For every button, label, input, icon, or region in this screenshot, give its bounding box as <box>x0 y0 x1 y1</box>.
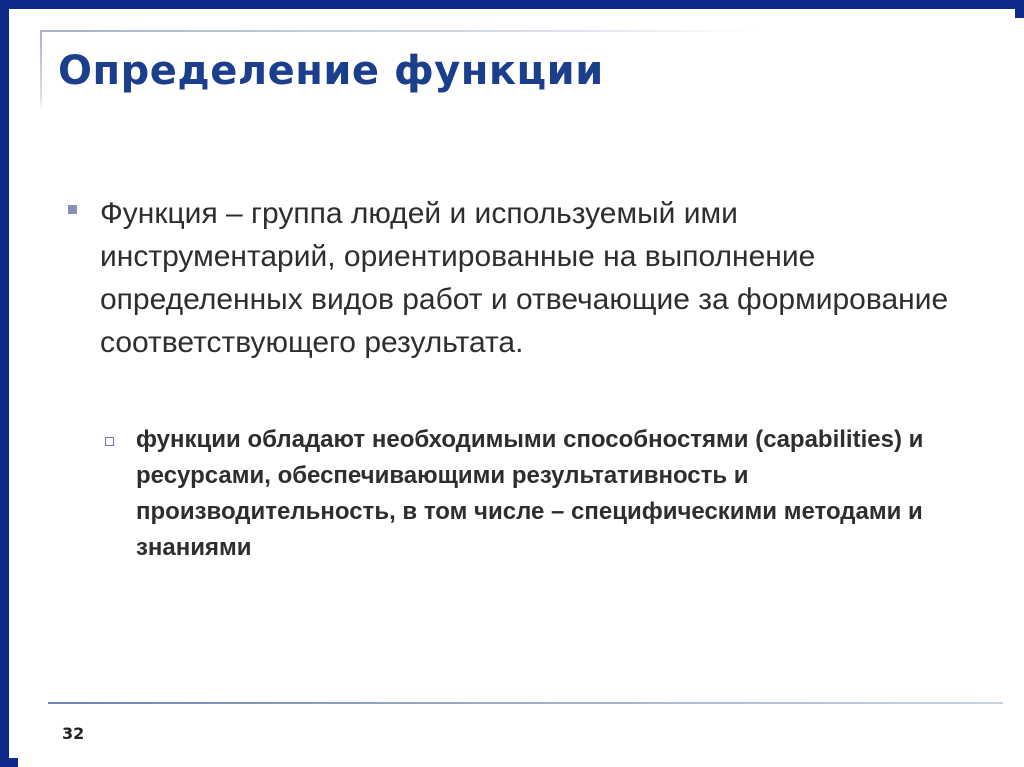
square-bullet-icon <box>68 205 77 214</box>
sub-bullet-text: функции обладают необходимыми способностями (capabilities) и ресурсами, обеспечивающими результативность и производительность, в том числе – специфическими методами и знаниями <box>136 426 924 561</box>
slide-title: Определение функции <box>58 48 604 94</box>
hollow-square-bullet-icon <box>105 437 114 446</box>
slide <box>18 18 1024 767</box>
title-decoration-left <box>40 30 42 112</box>
main-bullet-text: Функция – группа людей и используемый ими инструментарий, ориентированные на выполнение определенных видов работ и отвечающие за формирование соответствующего результата. <box>100 197 949 359</box>
page-number: 32 <box>62 724 85 743</box>
footer-divider <box>48 702 1003 704</box>
title-decoration-top <box>40 30 760 32</box>
